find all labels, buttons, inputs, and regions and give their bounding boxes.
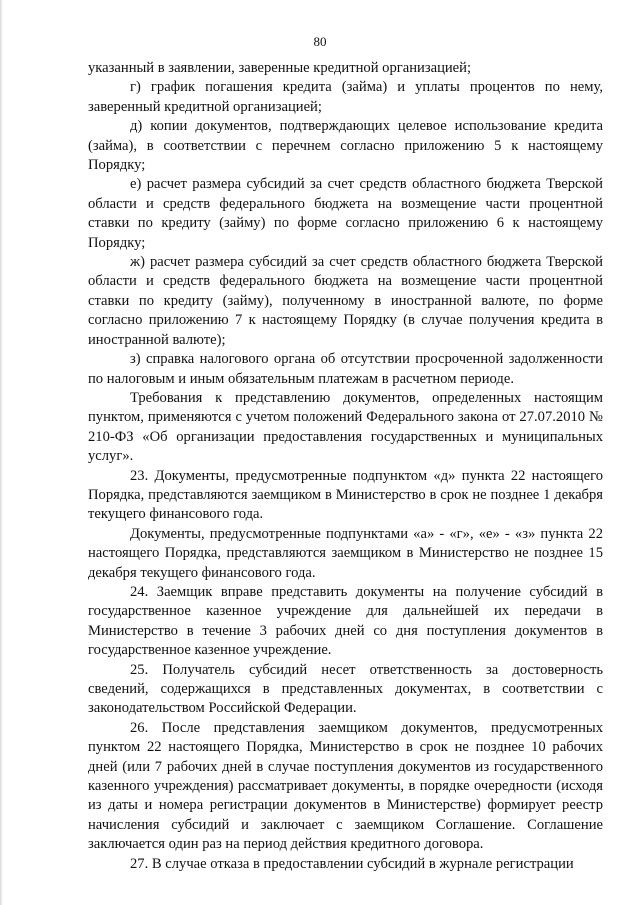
paragraph-requirements: Требования к представлению документов, определенных настоящим пунктом, применяются с учетом положений Федерального закона от 27.07.2010 № 210-ФЗ «Об организации предоставления государственных и муниципальных услуг». — [88, 389, 603, 465]
paragraph-continuation: указанный в заявлении, заверенные кредитной организацией; — [88, 60, 472, 76]
paragraph-item-g: г) график погашения кредита (займа) и уплаты процентов по нему, заверенный кредитной организацией; — [88, 79, 603, 115]
document-body — [88, 59, 603, 874]
paragraph-item-d: д) копии документов, подтверждающих целевое использование кредита (займа), в соответствии с перечнем согласно приложению 5 к настоящему Порядку; — [88, 118, 603, 174]
paragraph-clause-25: 25. Получатель субсидий несет ответственность за достоверность сведений, содержащихся в представленных документах, в соответствии с законодательством Российской Федерации. — [88, 661, 603, 717]
page-number: 80 — [313, 34, 327, 49]
paragraph-clause-24: 24. Заемщик вправе представить документы на получение субсидий в государственное казенное учреждение для дальнейшей их передачи в Министерство в течение 3 рабочих дней со дня поступления документов в государственное казенное учреждение. — [88, 583, 603, 659]
paragraph-clause-23-documents: Документы, предусмотренные подпунктами «а» - «г», «е» - «з» пункта 22 настоящего Порядка, представляются заемщиком в Министерство не позднее 15 декабря текущего финансового года. — [88, 525, 603, 581]
paragraph-clause-26: 26. После представления заемщиком документов, предусмотренных пунктом 22 настоящего Порядка, Министерство в срок не позднее 10 рабочих дней (или 7 рабочих дней в случае поступления документов из государственного казенного учреждения) рассматривает документы, в порядке очередности (исходя из даты и номера регистрации документов в Министерстве) формирует реестр начисления субсидий и заключает с заемщиком Соглашение. Соглашение заключается один раз на период действия кредитного договора. — [88, 719, 603, 853]
paragraph-item-z: з) справка налогового органа об отсутствии просроченной задолженности по налоговым и иным обязательным платежам в расчетном периоде. — [88, 351, 603, 387]
paragraph-clause-27: 27. В случае отказа в предоставлении субсидий в журнале регистрации — [130, 855, 574, 872]
scan-edge — [0, 0, 3, 905]
paragraph-clause-23: 23. Документы, предусмотренные подпунктом «д» пункта 22 настоящего Порядка, представляются заемщиком в Министерство в срок не позднее 1 декабря текущего финансового года. — [88, 467, 603, 523]
paragraph-item-zh: ж) расчет размера субсидий за счет средств областного бюджета Тверской области и средств федерального бюджета на возмещение части процентной ставки по кредиту (займу), полученному в иностранной валюте, по форме согласно приложению 7 к настоящему Порядку (в случае получения кредита в иностранной валюте); — [88, 254, 603, 348]
paragraph-item-e: е) расчет размера субсидий за счет средств областного бюджета Тверской области и средств федерального бюджета на возмещение части процентной ставки по кредиту (займу) по форме согласно приложению 6 к настоящему Порядку; — [88, 176, 603, 251]
